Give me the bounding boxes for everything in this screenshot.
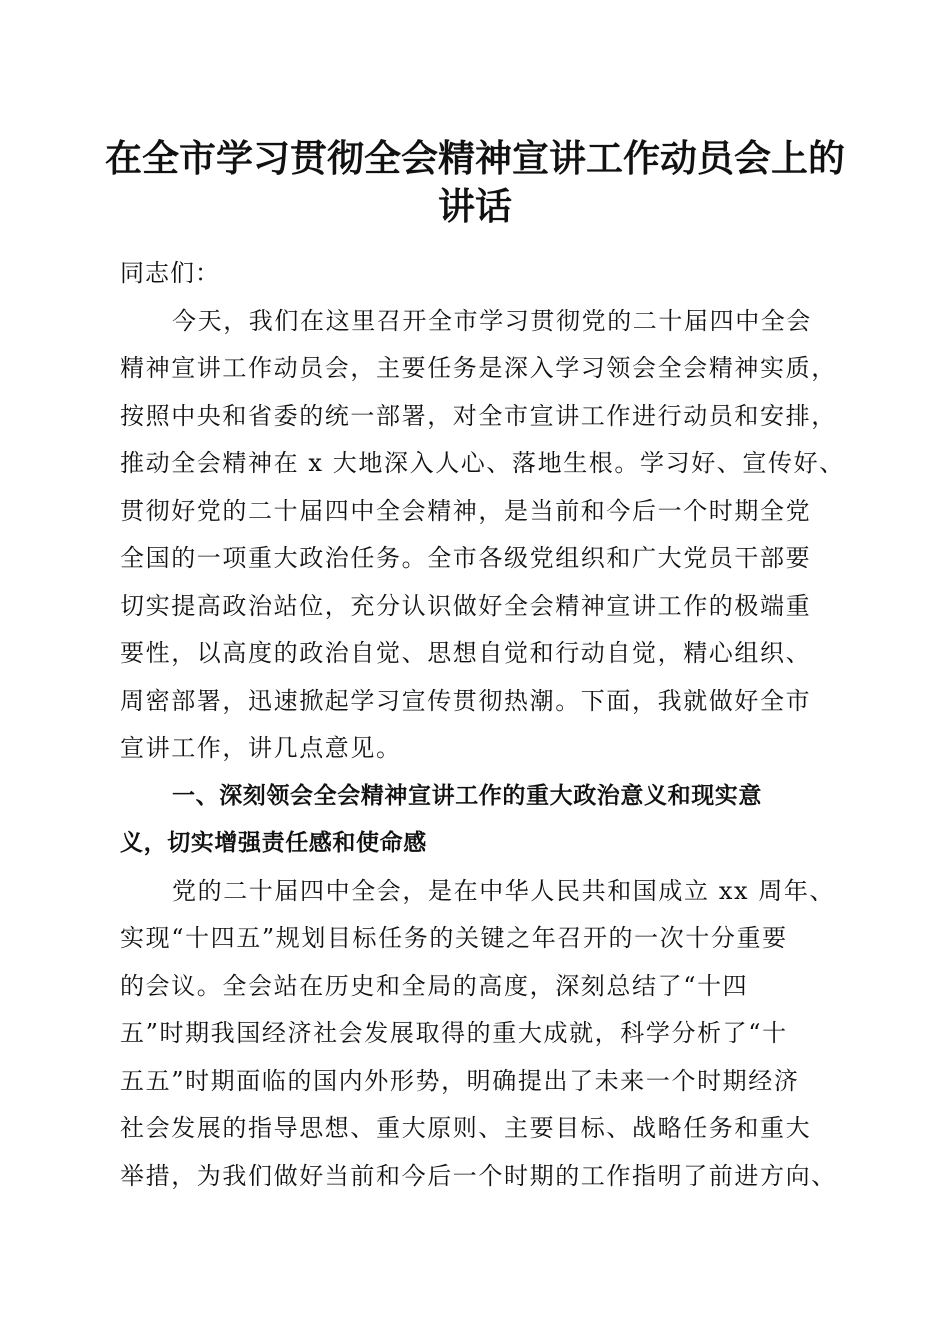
paragraph-line: 要性，以高度的政治自觉、思想自觉和行动自觉，精心组织、 bbox=[120, 639, 812, 667]
document-body bbox=[120, 250, 845, 1200]
paragraph-line: 全国的一项重大政治任务。全市各级党组织和广大党员干部要 bbox=[120, 544, 812, 572]
paragraph-line: 实现“十四五”规划目标任务的关键之年召开的一次十分重要 bbox=[120, 924, 788, 952]
paragraph-line: 推动全会精神在 x 大地深入人心、落地生根。学习好、宣传好、 bbox=[120, 449, 845, 477]
salutation: 同志们： bbox=[120, 259, 220, 287]
paragraph-line: 按照中央和省委的统一部署，对全市宣讲工作进行动员和安排， bbox=[120, 401, 837, 430]
paragraph-line: 五五”时期面临的国内外形势，明确提出了未来一个时期经济 bbox=[120, 1066, 800, 1095]
paragraph-line: 贯彻好党的二十届四中全会精神，是当前和今后一个时期全党 bbox=[120, 496, 812, 525]
title-line: 讲话 bbox=[438, 184, 512, 228]
paragraph-line: 举措，为我们做好当前和今后一个时期的工作指明了前进方向、 bbox=[120, 1161, 837, 1190]
paragraph-line: 的会议。全会站在历史和全局的高度，深刻总结了“十四 bbox=[120, 971, 749, 1000]
title-line: 在全市学习贯彻全会精神宣讲工作动员会上的 bbox=[105, 136, 845, 180]
paragraph-line: 党的二十届四中全会，是在中华人民共和国成立 xx 周年、 bbox=[172, 876, 836, 905]
paragraph-section1 bbox=[120, 868, 837, 1201]
paragraph-line: 今天，我们在这里召开全市学习贯彻党的二十届四中全会 bbox=[172, 306, 812, 335]
heading-line: 义，切实增强责任感和使命感 bbox=[120, 830, 427, 856]
paragraph-line: 宣讲工作，讲几点意见。 bbox=[120, 734, 402, 762]
document-title bbox=[100, 134, 850, 230]
paragraph-line: 五”时期我国经济社会发展取得的重大成就，科学分析了“十 bbox=[120, 1019, 788, 1047]
paragraph-line: 社会发展的指导思想、重大原则、主要目标、战略任务和重大 bbox=[120, 1114, 812, 1142]
paragraph-line: 切实提高政治站位，充分认识做好全会精神宣讲工作的极端重 bbox=[120, 591, 812, 620]
paragraph-line: 精神宣讲工作动员会，主要任务是深入学习领会全会精神实质， bbox=[120, 354, 837, 382]
paragraph-line: 周密部署，迅速掀起学习宣传贯彻热潮。下面，我就做好全市 bbox=[120, 686, 812, 715]
section-heading bbox=[120, 773, 830, 868]
heading-line: 一、深刻领会全会精神宣讲工作的重大政治意义和现实意 bbox=[172, 782, 762, 809]
paragraph-intro bbox=[120, 298, 845, 773]
